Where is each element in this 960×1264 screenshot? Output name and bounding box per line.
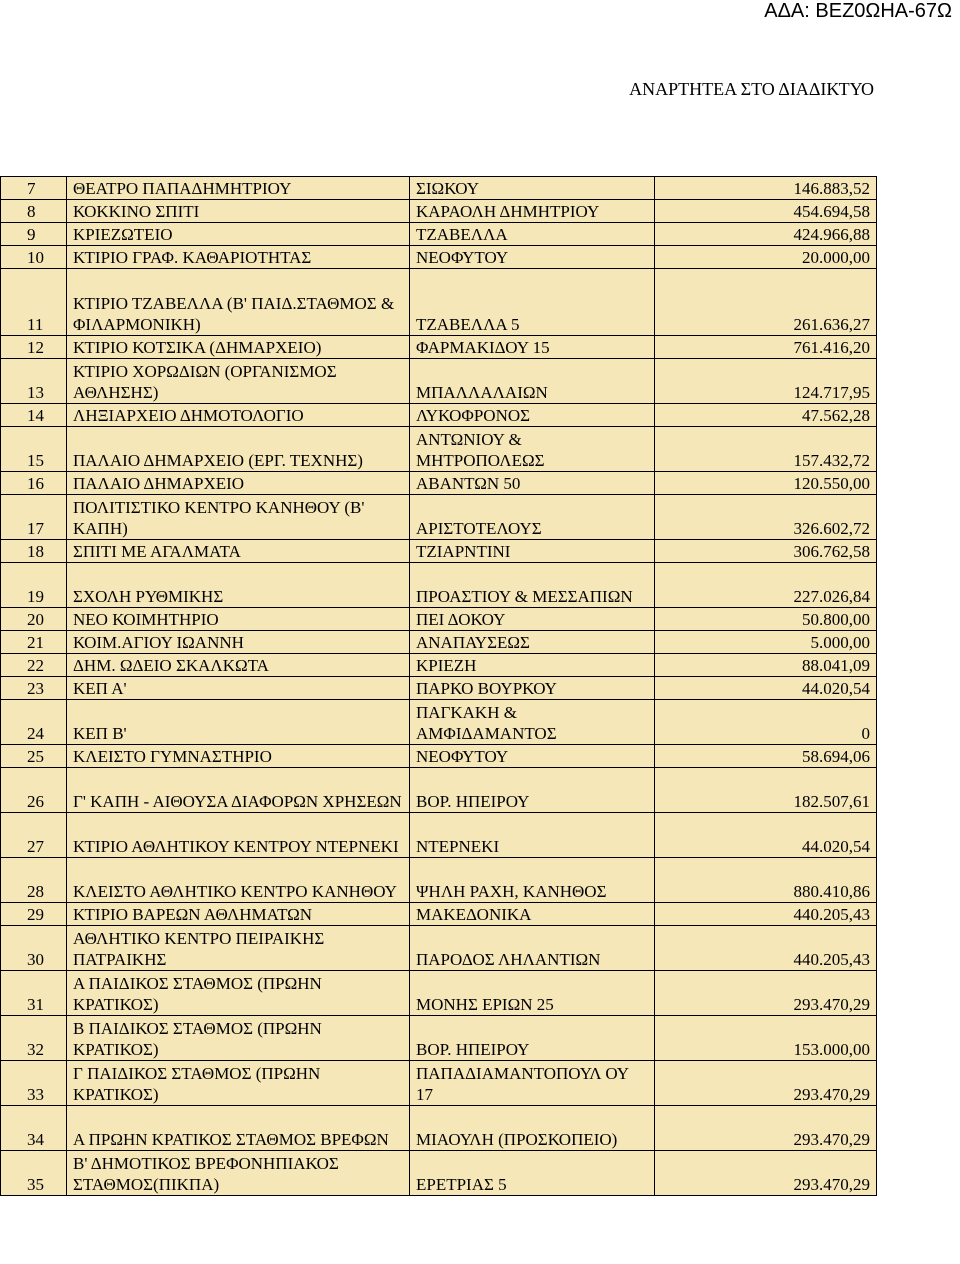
table-row	[1, 858, 877, 903]
building-name-cell: ΣΠΙΤΙ ΜΕ ΑΓΑΛΜΑΤΑ	[67, 540, 410, 563]
building-name-cell: ΔΗΜ. ΩΔΕΙΟ ΣΚΑΛΚΩΤΑ	[67, 654, 410, 677]
amount-cell: 326.602,72	[655, 495, 877, 540]
amount-cell: 88.041,09	[655, 654, 877, 677]
street-cell: ΠΑΡΚΟ ΒΟΥΡΚΟΥ	[410, 677, 655, 700]
amount-cell: 50.800,00	[655, 608, 877, 631]
row-number-cell: 25	[1, 745, 67, 768]
amount-cell: 124.717,95	[655, 359, 877, 404]
amount-cell: 261.636,27	[655, 269, 877, 336]
amount-cell: 44.020,54	[655, 813, 877, 858]
table-row	[1, 427, 877, 472]
street-cell: ΤΖΑΒΕΛΛΑ	[410, 223, 655, 246]
amount-cell: 153.000,00	[655, 1016, 877, 1061]
amount-cell: 20.000,00	[655, 246, 877, 269]
street-cell: ΠΑΠΑΔΙΑΜΑΝΤΟΠΟΥΛ ΟΥ 17	[410, 1061, 655, 1106]
building-name-cell: ΚΟΙΜ.ΑΓΙΟΥ ΙΩΑΝΝΗ	[67, 631, 410, 654]
row-number-cell: 26	[1, 768, 67, 813]
table-row	[1, 359, 877, 404]
row-number-cell: 13	[1, 359, 67, 404]
amount-cell: 424.966,88	[655, 223, 877, 246]
ada-code: ΑΔΑ: ΒΕΖ0ΩΗΑ-67Ω	[764, 0, 952, 22]
table-row	[1, 903, 877, 926]
row-number-cell: 16	[1, 472, 67, 495]
street-cell: ΤΖΙΑΡΝΤΙΝΙ	[410, 540, 655, 563]
table-row	[1, 631, 877, 654]
street-cell: ΑΒΑΝΤΩΝ 50	[410, 472, 655, 495]
building-name-cell: ΚΤΙΡΙΟ ΒΑΡΕΩΝ ΑΘΛΗΜΑΤΩΝ	[67, 903, 410, 926]
street-cell: ΝΤΕΡΝΕΚΙ	[410, 813, 655, 858]
row-number-cell: 20	[1, 608, 67, 631]
street-cell: ΛΥΚΟΦΡΟΝΟΣ	[410, 404, 655, 427]
row-number-cell: 32	[1, 1016, 67, 1061]
row-number-cell: 15	[1, 427, 67, 472]
street-cell: ΚΑΡΑΟΛΗ ΔΗΜΗΤΡΙΟΥ	[410, 200, 655, 223]
street-cell: ΝΕΟΦΥΤΟΥ	[410, 745, 655, 768]
building-name-cell: ΣΧΟΛΗ ΡΥΘΜΙΚΗΣ	[67, 563, 410, 608]
amount-cell: 440.205,43	[655, 903, 877, 926]
building-name-cell: ΠΟΛΙΤΙΣΤΙΚΟ ΚΕΝΤΡΟ ΚΑΝΗΘΟΥ (Β' ΚΑΠΗ)	[67, 495, 410, 540]
building-name-cell: ΚΤΙΡΙΟ ΑΘΛΗΤΙΚΟΥ ΚΕΝΤΡΟΥ ΝΤΕΡΝΕΚΙ	[67, 813, 410, 858]
street-cell: ΜΟΝΗΣ ΕΡΙΩΝ 25	[410, 971, 655, 1016]
row-number-cell: 27	[1, 813, 67, 858]
table-row	[1, 1016, 877, 1061]
street-cell: ΜΠΑΛΛΑΛΑΙΩΝ	[410, 359, 655, 404]
amount-cell: 454.694,58	[655, 200, 877, 223]
row-number-cell: 24	[1, 700, 67, 745]
table-row	[1, 1061, 877, 1106]
street-cell: ΑΝΑΠΑΥΣΕΩΣ	[410, 631, 655, 654]
publication-notice: ΑΝΑΡΤΗΤΕΑ ΣΤΟ ΔΙΑΔΙΚΤΥΟ	[629, 79, 874, 99]
amount-cell: 293.470,29	[655, 1061, 877, 1106]
table-row	[1, 1151, 877, 1196]
table-row	[1, 336, 877, 359]
table-row	[1, 1106, 877, 1151]
amount-cell: 227.026,84	[655, 563, 877, 608]
row-number-cell: 8	[1, 200, 67, 223]
row-number-cell: 31	[1, 971, 67, 1016]
table-row	[1, 608, 877, 631]
building-name-cell: ΚΕΠ Α'	[67, 677, 410, 700]
amount-cell: 157.432,72	[655, 427, 877, 472]
amount-cell: 44.020,54	[655, 677, 877, 700]
table-row	[1, 971, 877, 1016]
row-number-cell: 30	[1, 926, 67, 971]
building-name-cell: ΚΛΕΙΣΤΟ ΓΥΜΝΑΣΤΗΡΙΟ	[67, 745, 410, 768]
street-cell: ΝΕΟΦΥΤΟΥ	[410, 246, 655, 269]
building-name-cell: ΚΤΙΡΙΟ ΓΡΑΦ. ΚΑΘΑΡΙΟΤΗΤΑΣ	[67, 246, 410, 269]
table-row	[1, 269, 877, 336]
amount-cell: 120.550,00	[655, 472, 877, 495]
street-cell: ΚΡΙΕΖΗ	[410, 654, 655, 677]
amount-cell: 182.507,61	[655, 768, 877, 813]
street-cell: ΤΖΑΒΕΛΛΑ 5	[410, 269, 655, 336]
table-row	[1, 223, 877, 246]
building-name-cell: ΘΕΑΤΡΟ ΠΑΠΑΔΗΜΗΤΡΙΟΥ	[67, 177, 410, 200]
amount-cell: 440.205,43	[655, 926, 877, 971]
amount-cell: 293.470,29	[655, 1106, 877, 1151]
table-row	[1, 495, 877, 540]
table-row	[1, 768, 877, 813]
building-name-cell: ΚΤΙΡΙΟ ΧΟΡΩΔΙΩΝ (ΟΡΓΑΝΙΣΜΟΣ ΑΘΛΗΣΗΣ)	[67, 359, 410, 404]
street-cell: ΑΡΙΣΤΟΤΕΛΟΥΣ	[410, 495, 655, 540]
row-number-cell: 9	[1, 223, 67, 246]
street-cell: ΒΟΡ. ΗΠΕΙΡΟΥ	[410, 1016, 655, 1061]
building-name-cell: ΑΘΛΗΤΙΚΟ ΚΕΝΤΡΟ ΠΕΙΡΑΙΚΗΣ ΠΑΤΡΑΙΚΗΣ	[67, 926, 410, 971]
amount-cell: 761.416,20	[655, 336, 877, 359]
street-cell: ΠΑΓΚΑΚΗ & ΑΜΦΙΔΑΜΑΝΤΟΣ	[410, 700, 655, 745]
row-number-cell: 28	[1, 858, 67, 903]
street-cell: ΜΑΚΕΔΟΝΙΚΑ	[410, 903, 655, 926]
row-number-cell: 22	[1, 654, 67, 677]
building-name-cell: Γ ΠΑΙΔΙΚΟΣ ΣΤΑΘΜΟΣ (ΠΡΩΗΝ ΚΡΑΤΙΚΟΣ)	[67, 1061, 410, 1106]
street-cell: ΠΕΙ ΔΟΚΟΥ	[410, 608, 655, 631]
row-number-cell: 14	[1, 404, 67, 427]
street-cell: ΨΗΛΗ ΡΑΧΗ, ΚΑΝΗΘΟΣ	[410, 858, 655, 903]
street-cell: ΜΙΑΟΥΛΗ (ΠΡΟΣΚΟΠΕΙΟ)	[410, 1106, 655, 1151]
building-name-cell: Α ΠΡΩΗΝ ΚΡΑΤΙΚΟΣ ΣΤΑΘΜΟΣ ΒΡΕΦΩΝ	[67, 1106, 410, 1151]
amount-cell: 306.762,58	[655, 540, 877, 563]
amount-cell: 0	[655, 700, 877, 745]
amount-cell: 146.883,52	[655, 177, 877, 200]
row-number-cell: 34	[1, 1106, 67, 1151]
row-number-cell: 18	[1, 540, 67, 563]
street-cell: ΠΡΟΑΣΤΙΟΥ & ΜΕΣΣΑΠΙΩΝ	[410, 563, 655, 608]
table-row	[1, 745, 877, 768]
building-name-cell: ΚΡΙΕΖΩΤΕΙΟ	[67, 223, 410, 246]
building-name-cell: ΠΑΛΑΙΟ ΔΗΜΑΡΧΕΙΟ	[67, 472, 410, 495]
row-number-cell: 19	[1, 563, 67, 608]
table-row	[1, 926, 877, 971]
street-cell: ΣΙΩΚΟΥ	[410, 177, 655, 200]
street-cell: ΑΝΤΩΝΙΟΥ & ΜΗΤΡΟΠΟΛΕΩΣ	[410, 427, 655, 472]
street-cell: ΦΑΡΜΑΚΙΔΟΥ 15	[410, 336, 655, 359]
row-number-cell: 11	[1, 269, 67, 336]
table-row	[1, 404, 877, 427]
table-row	[1, 700, 877, 745]
amount-cell: 880.410,86	[655, 858, 877, 903]
building-name-cell: Α ΠΑΙΔΙΚΟΣ ΣΤΑΘΜΟΣ (ΠΡΩΗΝ ΚΡΑΤΙΚΟΣ)	[67, 971, 410, 1016]
building-name-cell: Β ΠΑΙΔΙΚΟΣ ΣΤΑΘΜΟΣ (ΠΡΩΗΝ ΚΡΑΤΙΚΟΣ)	[67, 1016, 410, 1061]
building-name-cell: ΚΕΠ Β'	[67, 700, 410, 745]
building-name-cell: ΚΛΕΙΣΤΟ ΑΘΛΗΤΙΚΟ ΚΕΝΤΡΟ ΚΑΝΗΘΟΥ	[67, 858, 410, 903]
row-number-cell: 33	[1, 1061, 67, 1106]
row-number-cell: 23	[1, 677, 67, 700]
amount-cell: 293.470,29	[655, 971, 877, 1016]
table-row	[1, 563, 877, 608]
table-row	[1, 813, 877, 858]
table-row	[1, 200, 877, 223]
table-row	[1, 177, 877, 200]
table-row	[1, 472, 877, 495]
amount-cell: 47.562,28	[655, 404, 877, 427]
row-number-cell: 29	[1, 903, 67, 926]
property-table	[0, 176, 877, 1196]
amount-cell: 5.000,00	[655, 631, 877, 654]
row-number-cell: 21	[1, 631, 67, 654]
row-number-cell: 17	[1, 495, 67, 540]
property-table-body	[1, 177, 877, 1196]
table-row	[1, 246, 877, 269]
building-name-cell: Γ' ΚΑΠΗ - ΑΙΘΟΥΣΑ ΔΙΑΦΟΡΩΝ ΧΡΗΣΕΩΝ	[67, 768, 410, 813]
street-cell: ΠΑΡΟΔΟΣ ΛΗΛΑΝΤΙΩΝ	[410, 926, 655, 971]
street-cell: ΕΡΕΤΡΙΑΣ 5	[410, 1151, 655, 1196]
row-number-cell: 7	[1, 177, 67, 200]
amount-cell: 293.470,29	[655, 1151, 877, 1196]
row-number-cell: 12	[1, 336, 67, 359]
building-name-cell: ΚΟΚΚΙΝΟ ΣΠΙΤΙ	[67, 200, 410, 223]
building-name-cell: ΝΕΟ ΚΟΙΜΗΤΗΡΙΟ	[67, 608, 410, 631]
table-row	[1, 677, 877, 700]
row-number-cell: 35	[1, 1151, 67, 1196]
building-name-cell: ΠΑΛΑΙΟ ΔΗΜΑΡΧΕΙΟ (ΕΡΓ. ΤΕΧΝΗΣ)	[67, 427, 410, 472]
building-name-cell: ΚΤΙΡΙΟ ΚΟΤΣΙΚΑ (ΔΗΜΑΡΧΕΙΟ)	[67, 336, 410, 359]
amount-cell: 58.694,06	[655, 745, 877, 768]
table-row	[1, 654, 877, 677]
table-row	[1, 540, 877, 563]
building-name-cell: ΚΤΙΡΙΟ ΤΖΑΒΕΛΛΑ (Β' ΠΑΙΔ.ΣΤΑΘΜΟΣ & ΦΙΛΑΡΜΟΝΙΚΗ)	[67, 269, 410, 336]
building-name-cell: ΛΗΞΙΑΡΧΕΙΟ ΔΗΜΟΤΟΛΟΓΙΟ	[67, 404, 410, 427]
street-cell: ΒΟΡ. ΗΠΕΙΡΟΥ	[410, 768, 655, 813]
building-name-cell: Β' ΔΗΜΟΤΙΚΟΣ ΒΡΕΦΟΝΗΠΙΑΚΟΣ ΣΤΑΘΜΟΣ(ΠΙΚΠΑ)	[67, 1151, 410, 1196]
row-number-cell: 10	[1, 246, 67, 269]
